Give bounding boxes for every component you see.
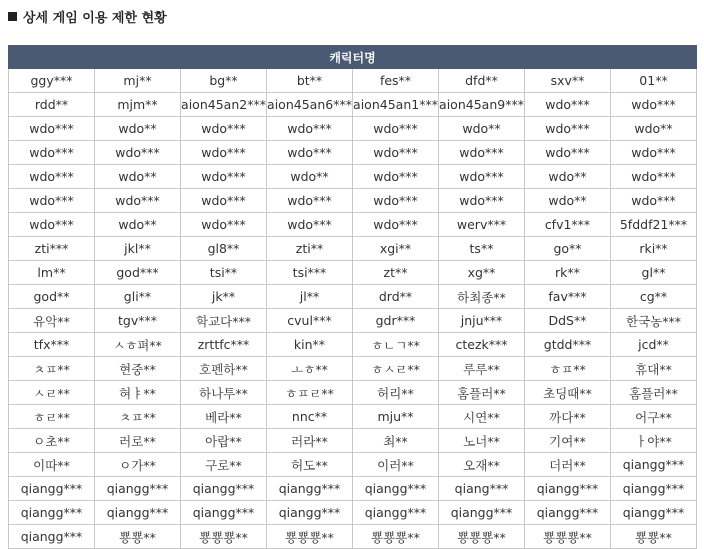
character-name-cell: wdo**: [95, 117, 181, 141]
character-name-cell: qiangg***: [181, 477, 267, 501]
character-name-cell: qiangg***: [181, 501, 267, 525]
character-name-cell: qiangg***: [95, 477, 181, 501]
character-name-cell: wdo***: [181, 165, 267, 189]
character-name-cell: wdo***: [611, 141, 697, 165]
character-name-cell: wdo***: [267, 189, 353, 213]
character-name-cell: 기여**: [525, 429, 611, 453]
table-row: [9, 117, 697, 141]
character-name-cell: ㅎㅍㄹ**: [267, 381, 353, 405]
character-name-cell: wdo***: [353, 141, 439, 165]
character-name-cell: 하나투**: [181, 381, 267, 405]
character-name-cell: wdo***: [9, 189, 95, 213]
character-name-cell: mjm**: [95, 93, 181, 117]
character-name-cell: 노너**: [439, 429, 525, 453]
character-name-cell: 휴대**: [611, 357, 697, 381]
character-name-cell: 더러**: [525, 453, 611, 477]
character-name-cell: wdo***: [181, 189, 267, 213]
character-name-cell: 아랍**: [181, 429, 267, 453]
character-name-cell: ㅇ초**: [9, 429, 95, 453]
character-name-cell: 까다**: [525, 405, 611, 429]
character-name-cell: ㅎㅍ**: [525, 357, 611, 381]
character-name-cell: wdo***: [611, 165, 697, 189]
character-name-cell: ㅅㅎ펴**: [95, 333, 181, 357]
character-name-cell: gli**: [95, 285, 181, 309]
character-name-cell: wdo***: [611, 93, 697, 117]
square-bullet-icon: [8, 12, 17, 21]
character-name-cell: cg**: [611, 285, 697, 309]
table-row: [9, 309, 697, 333]
table-row: [9, 453, 697, 477]
table-row: [9, 261, 697, 285]
character-name-cell: 이따**: [9, 453, 95, 477]
character-name-cell: qiangg***: [9, 501, 95, 525]
character-name-cell: wdo***: [9, 165, 95, 189]
character-name-cell: 이러**: [353, 453, 439, 477]
character-name-cell: xg**: [439, 261, 525, 285]
character-name-cell: wdo**: [525, 189, 611, 213]
character-name-cell: wdo***: [439, 189, 525, 213]
table-row: [9, 405, 697, 429]
table-row: [9, 141, 697, 165]
character-name-cell: 허리**: [353, 381, 439, 405]
character-name-cell: wdo***: [267, 117, 353, 141]
character-name-cell: wdo***: [353, 189, 439, 213]
character-name-cell: zti**: [267, 237, 353, 261]
character-name-cell: 뿅뿅뿅**: [353, 525, 439, 549]
character-name-cell: cfv1***: [525, 213, 611, 237]
character-name-cell: gtdd***: [525, 333, 611, 357]
character-name-cell: 학교다***: [181, 309, 267, 333]
character-name-cell: qiangg***: [439, 501, 525, 525]
character-name-cell: zt**: [353, 261, 439, 285]
character-name-cell: wdo***: [9, 117, 95, 141]
character-name-cell: gl**: [611, 261, 697, 285]
character-name-cell: qiangg***: [611, 453, 697, 477]
character-name-cell: 뿅뿅**: [611, 525, 697, 549]
section-heading: [8, 6, 167, 26]
character-name-cell: aion45an6***: [267, 93, 353, 117]
character-name-cell: wdo**: [95, 213, 181, 237]
table-row: [9, 237, 697, 261]
character-name-cell: 홈플러**: [611, 381, 697, 405]
character-name-cell: wdo***: [181, 117, 267, 141]
character-name-cell: 5fddf21***: [611, 213, 697, 237]
character-name-cell: ㅎㅅㄹ**: [353, 357, 439, 381]
restricted-characters-table: [8, 45, 697, 549]
character-name-cell: wdo***: [95, 189, 181, 213]
character-name-cell: wdo***: [353, 165, 439, 189]
character-name-cell: 유악**: [9, 309, 95, 333]
character-name-cell: ㅅㄹ**: [9, 381, 95, 405]
character-name-cell: ㅊㅍ**: [9, 357, 95, 381]
character-name-cell: 오재**: [439, 453, 525, 477]
character-name-cell: gl8**: [181, 237, 267, 261]
character-name-cell: aion45an2***: [181, 93, 267, 117]
character-name-cell: wdo***: [181, 213, 267, 237]
character-name-cell: wdo***: [9, 213, 95, 237]
character-name-cell: qiangg***: [9, 477, 95, 501]
character-name-cell: qiangg***: [525, 477, 611, 501]
character-name-cell: wdo***: [181, 141, 267, 165]
character-name-cell: wdo***: [9, 141, 95, 165]
table-row: [9, 381, 697, 405]
table-body: [9, 69, 697, 549]
character-name-cell: qiangg***: [353, 477, 439, 501]
character-name-cell: 어구**: [611, 405, 697, 429]
character-name-cell: rki**: [611, 237, 697, 261]
character-name-cell: jcd**: [611, 333, 697, 357]
character-name-cell: tsi**: [181, 261, 267, 285]
character-name-cell: qiangg***: [525, 501, 611, 525]
character-name-cell: jk**: [181, 285, 267, 309]
character-name-cell: wdo***: [525, 117, 611, 141]
character-name-cell: wdo***: [611, 189, 697, 213]
character-name-cell: 시연**: [439, 405, 525, 429]
character-name-cell: ㅇ가**: [95, 453, 181, 477]
character-name-cell: go**: [525, 237, 611, 261]
character-name-cell: jnju***: [439, 309, 525, 333]
table-row: [9, 285, 697, 309]
character-name-cell: ㅎㄹ**: [9, 405, 95, 429]
character-name-cell: god***: [95, 261, 181, 285]
character-name-cell: wdo***: [439, 141, 525, 165]
section-title: 상세 게임 이용 제한 현황: [23, 10, 167, 26]
character-name-cell: wdo***: [353, 213, 439, 237]
character-name-cell: mju**: [353, 405, 439, 429]
table-row: [9, 501, 697, 525]
character-name-cell: aion45an1***: [353, 93, 439, 117]
character-name-cell: 뿅뿅뿅**: [181, 525, 267, 549]
character-name-cell: zrttfc***: [181, 333, 267, 357]
character-name-cell: fes**: [353, 69, 439, 93]
character-name-cell: 허도**: [267, 453, 353, 477]
character-name-cell: 베라**: [181, 405, 267, 429]
character-name-cell: ㅗㅎ**: [267, 357, 353, 381]
character-name-cell: xgi**: [353, 237, 439, 261]
character-name-cell: wdo***: [267, 141, 353, 165]
character-name-cell: zti***: [9, 237, 95, 261]
column-header-character-name: 캐릭터명: [9, 46, 697, 69]
character-name-cell: qiangg***: [267, 477, 353, 501]
table-row: [9, 357, 697, 381]
character-name-cell: 호펜하**: [181, 357, 267, 381]
character-name-cell: god**: [9, 285, 95, 309]
character-name-cell: kin**: [267, 333, 353, 357]
character-name-cell: drd**: [353, 285, 439, 309]
character-name-cell: 01**: [611, 69, 697, 93]
character-name-cell: qiangg***: [9, 525, 95, 549]
character-name-cell: wdo***: [525, 141, 611, 165]
character-name-cell: gdr***: [353, 309, 439, 333]
character-name-cell: wdo***: [353, 117, 439, 141]
character-name-cell: bt**: [267, 69, 353, 93]
character-name-cell: qiangg***: [611, 501, 697, 525]
character-name-cell: 한국농***: [611, 309, 697, 333]
character-name-cell: 루루**: [439, 357, 525, 381]
character-name-cell: ts**: [439, 237, 525, 261]
character-name-cell: wdo**: [611, 117, 697, 141]
table-row: [9, 189, 697, 213]
character-name-cell: bg**: [181, 69, 267, 93]
character-name-cell: 러라**: [267, 429, 353, 453]
character-name-cell: aion45an9***: [439, 93, 525, 117]
character-name-cell: lm**: [9, 261, 95, 285]
character-name-cell: 홈플러**: [439, 381, 525, 405]
character-name-cell: ㅊㅍ**: [95, 405, 181, 429]
character-name-cell: tgv***: [95, 309, 181, 333]
character-name-cell: qiangg***: [267, 501, 353, 525]
table-row: [9, 165, 697, 189]
character-name-cell: wdo***: [95, 141, 181, 165]
character-name-cell: qiangg***: [95, 501, 181, 525]
table-row: [9, 333, 697, 357]
character-name-cell: qiangg***: [611, 477, 697, 501]
character-name-cell: werv***: [439, 213, 525, 237]
character-name-cell: 뿅뿅뿅**: [267, 525, 353, 549]
character-name-cell: tfx***: [9, 333, 95, 357]
character-name-cell: 러로**: [95, 429, 181, 453]
character-name-cell: wdo**: [439, 117, 525, 141]
character-name-cell: qiangg***: [353, 501, 439, 525]
character-name-cell: 하최종**: [439, 285, 525, 309]
character-name-cell: rk**: [525, 261, 611, 285]
character-name-cell: jl**: [267, 285, 353, 309]
table-row: [9, 477, 697, 501]
character-name-cell: ㅎㄴㄱ**: [353, 333, 439, 357]
character-name-cell: ctezk***: [439, 333, 525, 357]
character-name-cell: ggy***: [9, 69, 95, 93]
character-name-cell: rdd**: [9, 93, 95, 117]
character-name-cell: wdo**: [525, 165, 611, 189]
character-name-cell: 뿅뿅뿅**: [439, 525, 525, 549]
character-name-cell: wdo**: [95, 165, 181, 189]
character-name-cell: fav***: [525, 285, 611, 309]
character-name-cell: sxv**: [525, 69, 611, 93]
character-name-cell: jkl**: [95, 237, 181, 261]
character-name-cell: 최**: [353, 429, 439, 453]
table-row: [9, 213, 697, 237]
table-row: [9, 93, 697, 117]
table-row: [9, 69, 697, 93]
character-name-cell: tsi***: [267, 261, 353, 285]
character-name-cell: qiang***: [439, 477, 525, 501]
character-name-cell: 구로**: [181, 453, 267, 477]
character-name-cell: cvul***: [267, 309, 353, 333]
character-name-cell: 혀ㅑ**: [95, 381, 181, 405]
table-row: [9, 429, 697, 453]
character-name-cell: wdo***: [525, 93, 611, 117]
character-name-cell: wdo**: [267, 165, 353, 189]
table-header-row: [9, 46, 697, 69]
character-name-cell: wdo***: [439, 165, 525, 189]
character-name-cell: DdS**: [525, 309, 611, 333]
character-name-cell: ㅏ야**: [611, 429, 697, 453]
character-name-cell: nnc**: [267, 405, 353, 429]
character-name-cell: dfd**: [439, 69, 525, 93]
character-name-cell: 현중**: [95, 357, 181, 381]
character-name-cell: wdo***: [267, 213, 353, 237]
character-name-cell: mj**: [95, 69, 181, 93]
character-name-cell: 뿅뿅뿅**: [525, 525, 611, 549]
character-name-cell: 뿅뿅**: [95, 525, 181, 549]
character-name-cell: 초딩때**: [525, 381, 611, 405]
